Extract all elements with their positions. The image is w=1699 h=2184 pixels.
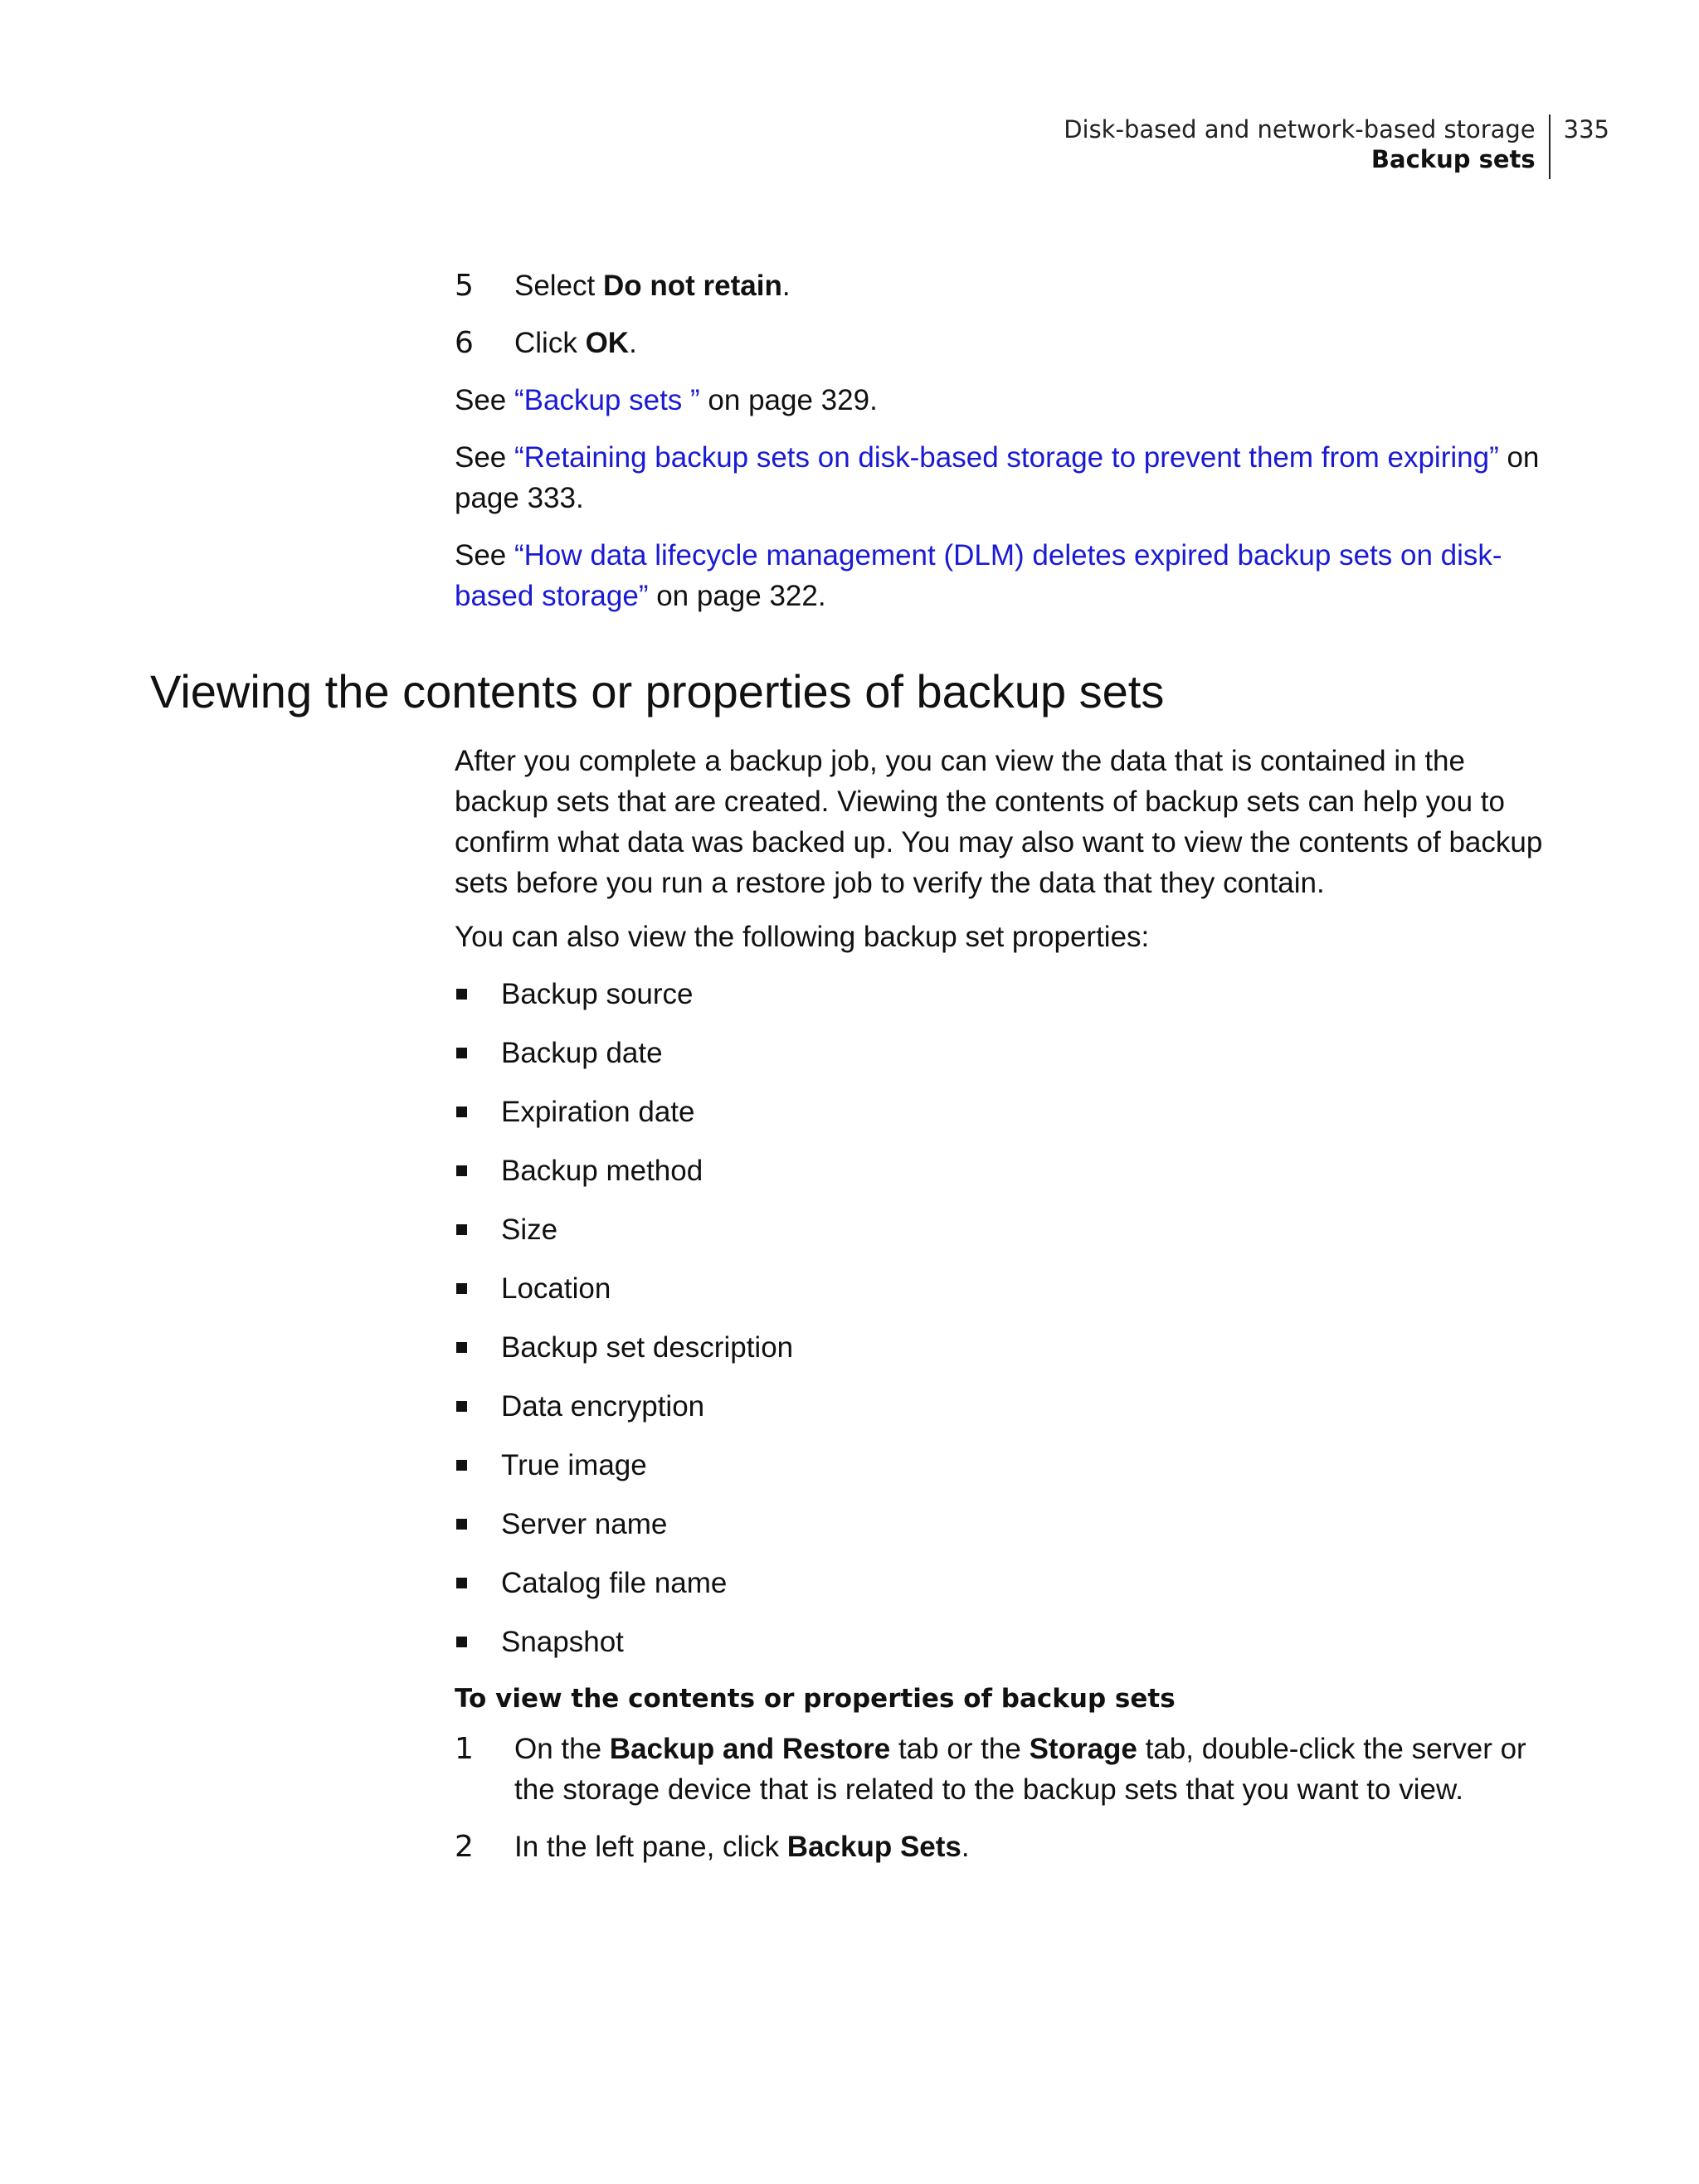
page-number: 335 (1563, 115, 1609, 143)
running-header (1064, 114, 1609, 179)
list-item (455, 1268, 1558, 1309)
list-item (455, 1622, 1558, 1662)
see-suffix: on page 333. (455, 441, 1540, 514)
step-text-part: tab, double-click the server or the storage device that is related to the backup sets that you want to view. (514, 1733, 1526, 1806)
step-text-part: Click (514, 327, 586, 359)
list-item-text: Server name (501, 1508, 668, 1540)
see-prefix: See (455, 539, 514, 572)
step-text-part: . (961, 1831, 970, 1863)
procedure-step-1 (455, 1729, 1558, 1810)
see-also-2 (455, 437, 1558, 518)
see-also-1 (455, 380, 1558, 421)
step-6 (455, 323, 1558, 363)
cross-reference-link[interactable]: “Retaining backup sets on disk-based storage to prevent them from expiring” (514, 441, 1499, 474)
bullet-icon (456, 1283, 467, 1294)
running-header-titles (1064, 114, 1550, 179)
bullet-icon (456, 1224, 467, 1235)
list-item (455, 1209, 1558, 1250)
list-item (455, 1033, 1558, 1073)
step-text-part: . (781, 270, 791, 302)
step-5 (455, 265, 1558, 306)
bullet-icon (456, 1519, 467, 1530)
list-item (455, 1327, 1558, 1368)
see-also-3 (455, 535, 1558, 616)
list-item-text: Size (501, 1214, 558, 1246)
list-item-text: Expiration date (501, 1096, 695, 1128)
see-suffix: on page 329. (699, 384, 878, 416)
see-suffix: on page 322. (648, 580, 826, 612)
list-item-text: Backup set description (501, 1331, 794, 1364)
see-prefix: See (455, 441, 514, 474)
step-number: 2 (455, 1830, 474, 1864)
list-item-text: True image (501, 1449, 647, 1481)
chapter-title: Disk-based and network-based storage (1064, 115, 1536, 143)
step-text-part: On the (514, 1733, 610, 1765)
step-text (514, 323, 637, 363)
procedure-title: To view the contents or properties of backup sets (455, 1684, 1176, 1714)
list-item-text: Location (501, 1272, 611, 1305)
section-title: Backup sets (1370, 145, 1536, 173)
step-text-part: Select (514, 270, 603, 302)
step-text (514, 265, 791, 306)
bullet-icon (456, 1401, 467, 1412)
step-number: 5 (455, 269, 474, 303)
section-body (455, 741, 1558, 1884)
step-option-name: Do not retain (603, 270, 782, 302)
list-item (455, 1504, 1558, 1544)
bullet-icon (456, 1107, 467, 1117)
step-number: 1 (455, 1732, 474, 1766)
list-item (455, 1445, 1558, 1486)
bullet-icon (456, 1048, 467, 1058)
list-item-text: Backup source (501, 978, 694, 1010)
cross-reference-link[interactable]: “How data lifecycle management (DLM) deletes expired backup sets on disk-based storage” (455, 539, 1502, 612)
procedure-step-2 (455, 1826, 1558, 1867)
list-item-text: Snapshot (501, 1626, 624, 1658)
bullet-icon (456, 1460, 467, 1471)
bullet-icon (456, 1578, 467, 1588)
list-item (455, 974, 1558, 1014)
step-button-name: OK (585, 327, 630, 359)
step-text-part: tab or the (890, 1733, 1030, 1765)
list-item-text: Backup date (501, 1037, 663, 1069)
step-text (514, 1729, 1558, 1810)
bullet-icon (456, 1342, 467, 1353)
list-item (455, 1150, 1558, 1191)
step-text (514, 1826, 970, 1867)
list-item (455, 1092, 1558, 1132)
list-item (455, 1563, 1558, 1603)
properties-list (455, 974, 1558, 1662)
list-item-text: Backup method (501, 1155, 703, 1187)
bullet-icon (456, 1637, 467, 1647)
cross-reference-link[interactable]: “Backup sets ” (514, 384, 700, 416)
section-heading: Viewing the contents or properties of backup sets (150, 665, 1165, 717)
see-prefix: See (455, 384, 514, 416)
list-item (455, 1386, 1558, 1427)
step-number: 6 (455, 326, 474, 360)
list-item-text: Data encryption (501, 1390, 705, 1423)
step-text-part: . (629, 327, 637, 359)
tab-name: Storage (1029, 1733, 1137, 1765)
bullet-icon (456, 989, 467, 1000)
tab-name: Backup and Restore (609, 1733, 891, 1765)
list-item-text: Catalog file name (501, 1567, 728, 1599)
top-content (455, 265, 1558, 633)
pane-item-name: Backup Sets (786, 1831, 961, 1863)
bullet-icon (456, 1165, 467, 1176)
intro-paragraph: After you complete a backup job, you can view the data that is contained in the backup sets that are created. Viewing the contents of backup sets can help you to confirm what data was backed up. You may also want to view the contents of backup sets before you run a restore job to verify the data that they contain. (455, 745, 1543, 899)
properties-intro: You can also view the following backup set properties: (455, 921, 1150, 953)
step-text-part: In the left pane, click (514, 1831, 787, 1863)
